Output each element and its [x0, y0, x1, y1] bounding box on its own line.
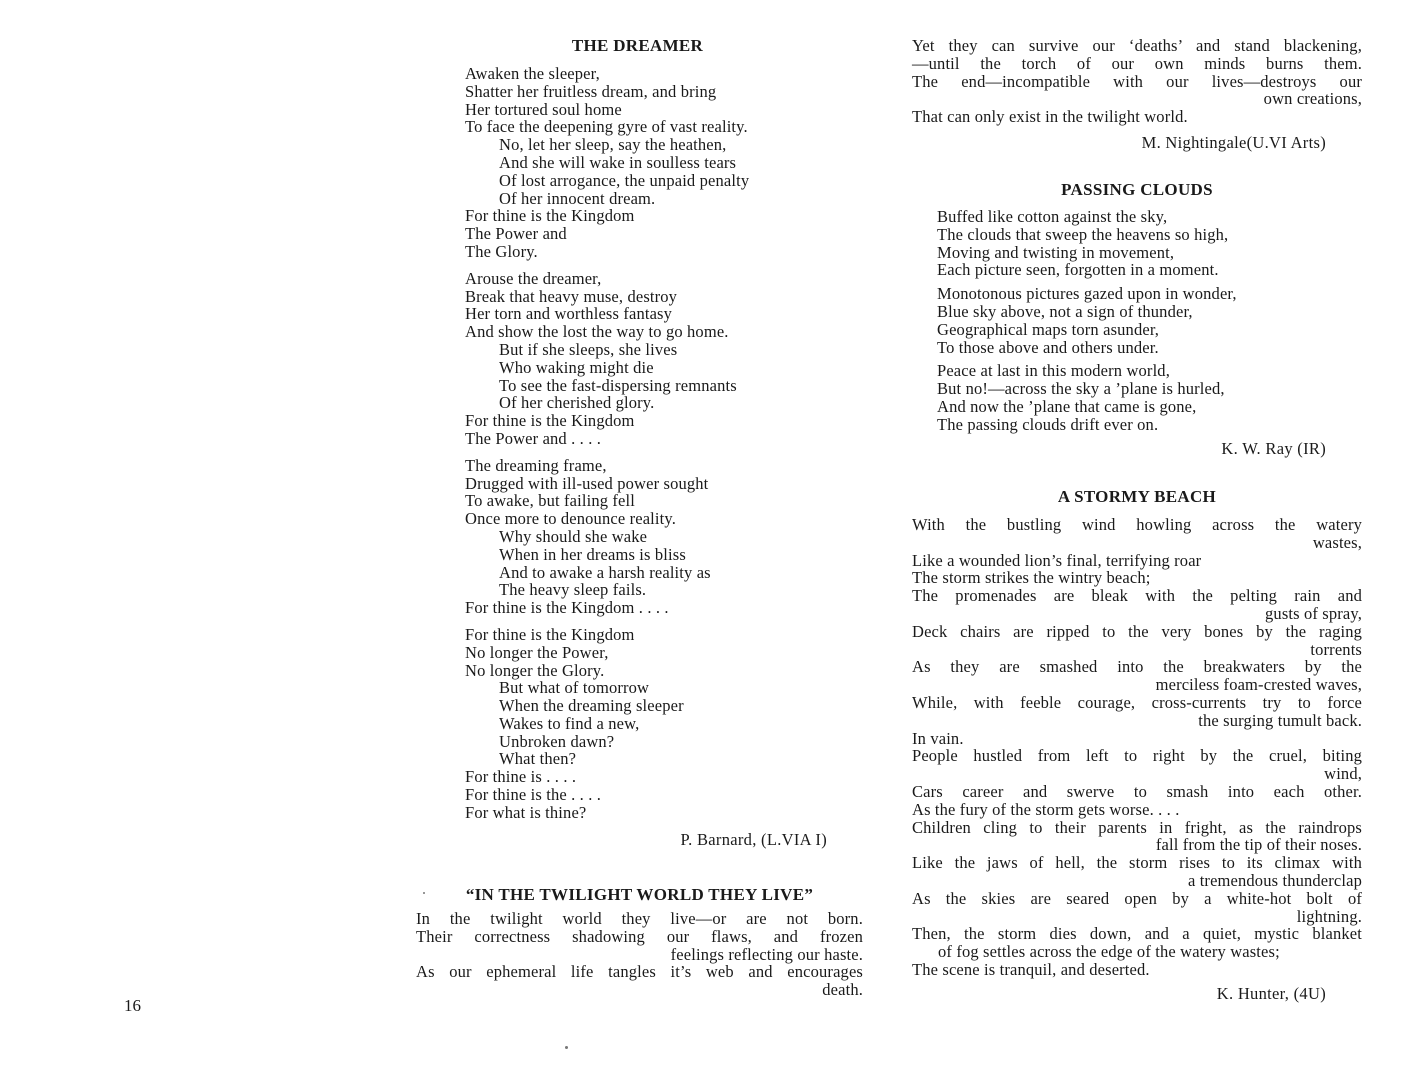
stanza — [465, 457, 855, 617]
poem-line: Peace at last in this modern world, — [937, 361, 1170, 381]
poem-line-continuation: wind, — [1324, 764, 1362, 784]
poem-line: Unbroken dawn? — [499, 731, 615, 751]
poem-line: When the dreaming sleeper — [499, 696, 684, 716]
poem-line: What then? — [499, 749, 577, 769]
poem-author: M. Nightingale(U.VI Arts) — [1141, 132, 1326, 152]
poem-line-continuation: gusts of spray, — [1265, 603, 1362, 623]
poem-line: For what is thine? — [465, 802, 587, 822]
poem-line: Yet they can survive our ‘deaths’ and stand blackening, — [912, 36, 1362, 55]
poem-line: No longer the Glory. — [465, 660, 605, 680]
poem-line: Her tortured soul home — [465, 99, 622, 119]
poem-line: As the fury of the storm gets worse. . . . — [912, 799, 1180, 819]
poem-line-continuation: fall from the tip of their noses. — [1155, 835, 1362, 855]
poem-author: K. W. Ray (IR) — [1221, 438, 1326, 458]
poem-line: In vain. — [912, 728, 964, 748]
poem-line-continuation: wastes, — [1312, 532, 1362, 552]
poem-body — [912, 37, 1362, 126]
poem-line: That can only exist in the twilight world. — [912, 107, 1188, 127]
poem-line: Then, the storm dies down, and a quiet, mystic blanket — [912, 924, 1362, 944]
poem-line: The Power and — [465, 224, 567, 244]
poem-line: Of her innocent dream. — [499, 188, 656, 208]
poem-author: K. Hunter, (4U) — [1216, 983, 1326, 1003]
poem-line: The Glory. — [465, 241, 538, 261]
stanza — [937, 285, 1337, 356]
poem-line: People hustled from left to right by the cruel, biting — [912, 746, 1362, 766]
poem-title: THE DREAMER — [571, 36, 704, 55]
poem-line: But what of tomorrow — [499, 678, 650, 698]
poem-line: The storm strikes the wintry beach; — [912, 568, 1151, 588]
poem-line-continuation: merciless foam-crested waves, — [1155, 675, 1362, 695]
poem-line-continuation: lightning. — [1296, 906, 1362, 926]
poem-line: To see the fast-dispersing remnants — [499, 375, 737, 395]
poem-the-dreamer — [465, 36, 855, 849]
poem-line: Their correctness shadowing our flaws, and frozen — [416, 926, 863, 946]
poem-line: For thine is the Kingdom — [465, 624, 635, 644]
stanza — [465, 626, 855, 822]
poem-line: Cars career and swerve to smash into each other. — [912, 781, 1362, 801]
poem-line: Awaken the sleeper, — [465, 64, 600, 83]
stanza — [937, 362, 1337, 433]
stanza — [465, 65, 855, 261]
poem-line: To face the deepening gyre of vast reality. — [465, 117, 748, 137]
poem-line: Wakes to find a new, — [499, 713, 640, 733]
poem-line: The end—incompatible with our lives—destroys our — [912, 71, 1362, 91]
poem-title: “IN THE TWILIGHT WORLD THEY LIVE” — [465, 885, 814, 904]
poem-line-continuation: own creations, — [1263, 89, 1362, 109]
poem-line: The promenades are bleak with the pelting rain and — [912, 586, 1362, 606]
poem-line: Once more to denounce reality. — [465, 509, 676, 529]
poem-body — [937, 208, 1337, 434]
poem-line: No longer the Power, — [465, 642, 609, 662]
poem-line: Shatter her fruitless dream, and bring — [465, 81, 717, 101]
poem-author: P. Barnard, (L.VIA I) — [680, 829, 827, 849]
poem-line: For thine is . . . . — [465, 767, 577, 787]
poem-line: Her torn and worthless fantasy — [465, 304, 673, 324]
poem-line: Buffed like cotton against the sky, — [937, 207, 1168, 226]
poem-line: For thine is the Kingdom . . . . — [465, 598, 669, 618]
poem-line: The clouds that sweep the heavens so high, — [937, 224, 1229, 244]
poem-line: Break that heavy muse, destroy — [465, 286, 678, 306]
poem-line: Like a wounded lion’s final, terrifying roar — [912, 550, 1202, 570]
poem-line-continuation: a tremendous thunderclap — [1187, 870, 1362, 890]
poem-line: But no!—across the sky a ’plane is hurled, — [937, 379, 1225, 399]
stanza — [937, 208, 1337, 279]
poem-line: Children cling to their parents in fright, as the raindrops — [912, 817, 1362, 837]
poem-line: But if she sleeps, she lives — [499, 339, 678, 359]
poem-line: The Power and . . . . — [465, 428, 602, 448]
poem-line: The scene is tranquil, and deserted. — [912, 959, 1150, 979]
poem-line: Arouse the dreamer, — [465, 268, 602, 288]
poem-line-continuation: death. — [822, 980, 863, 1000]
poem-line: Deck chairs are ripped to the very bones by the raging — [912, 621, 1362, 641]
poem-line: As our ephemeral life tangles it’s web and encourages — [416, 962, 863, 982]
poem-line: And to awake a harsh reality as — [499, 562, 711, 582]
poem-line: With the bustling wind howling across the watery — [912, 515, 1362, 534]
poem-line: Drugged with ill-used power sought — [465, 473, 709, 493]
poem-line: The dreaming frame, — [465, 455, 607, 475]
poem-line: And now the ’plane that came is gone, — [937, 396, 1197, 416]
poem-line: Of her cherished glory. — [499, 393, 655, 413]
poem-line: The heavy sleep fails. — [499, 580, 647, 600]
poem-body — [416, 910, 863, 999]
poem-line: Why should she wake — [499, 526, 648, 546]
poem-title: PASSING CLOUDS — [1061, 180, 1213, 199]
poem-line: Of lost arrogance, the unpaid penalty — [499, 170, 750, 190]
poem-line: To awake, but failing fell — [465, 491, 635, 511]
poem-line: And show the lost the way to go home. — [465, 322, 729, 342]
poem-line: In the twilight world they live—or are not born. — [416, 909, 863, 928]
poem-line: For thine is the Kingdom — [465, 411, 635, 431]
stanza — [465, 270, 855, 448]
poem-a-stormy-beach — [912, 487, 1362, 1003]
poem-passing-clouds — [937, 180, 1337, 458]
poem-line: For thine is the Kingdom — [465, 206, 635, 226]
poem-line: And she will wake in soulless tears — [499, 152, 737, 172]
poem-line: Who waking might die — [499, 357, 654, 377]
poem-line: For thine is the . . . . — [465, 785, 602, 805]
poem-line: Blue sky above, not a sign of thunder, — [937, 301, 1193, 321]
poem-body — [465, 65, 855, 822]
poem-title: A STORMY BEACH — [1057, 487, 1217, 506]
poem-line: —until the torch of our own minds burns them. — [912, 53, 1362, 73]
poem-line: Each picture seen, forgotten in a moment. — [937, 260, 1219, 280]
poem-line-continuation: torrents — [1310, 639, 1362, 659]
speck-mark — [565, 1046, 568, 1049]
poem-twilight-world-continued — [912, 37, 1362, 152]
poem-line: Moving and twisting in movement, — [937, 242, 1175, 262]
poem-line: Monotonous pictures gazed upon in wonder, — [937, 284, 1237, 304]
poem-line: Geographical maps torn asunder, — [937, 319, 1160, 339]
poem-line-continuation: the surging tumult back. — [1198, 710, 1362, 730]
poem-line-continuation: feelings reflecting our haste. — [670, 944, 863, 964]
poem-line: Like the jaws of hell, the storm rises to its climax with — [912, 853, 1362, 873]
poem-line: As they are smashed into the breakwaters by the — [912, 657, 1362, 677]
poem-line: While, with feeble courage, cross-currents try to force — [912, 692, 1362, 712]
poem-line-continuation: of fog settles across the edge of the watery wastes; — [938, 942, 1280, 962]
poem-line: To those above and others under. — [937, 337, 1159, 357]
poem-body — [912, 516, 1362, 979]
poem-line: When in her dreams is bliss — [499, 544, 686, 564]
page-number: 16 — [124, 996, 141, 1015]
poem-line: The passing clouds drift ever on. — [937, 414, 1159, 434]
poem-line: No, let her sleep, say the heathen, — [499, 135, 727, 155]
speck-mark — [423, 892, 425, 894]
poem-twilight-world — [416, 885, 863, 999]
poem-line: As the skies are seared open by a white-hot bolt of — [912, 888, 1362, 908]
